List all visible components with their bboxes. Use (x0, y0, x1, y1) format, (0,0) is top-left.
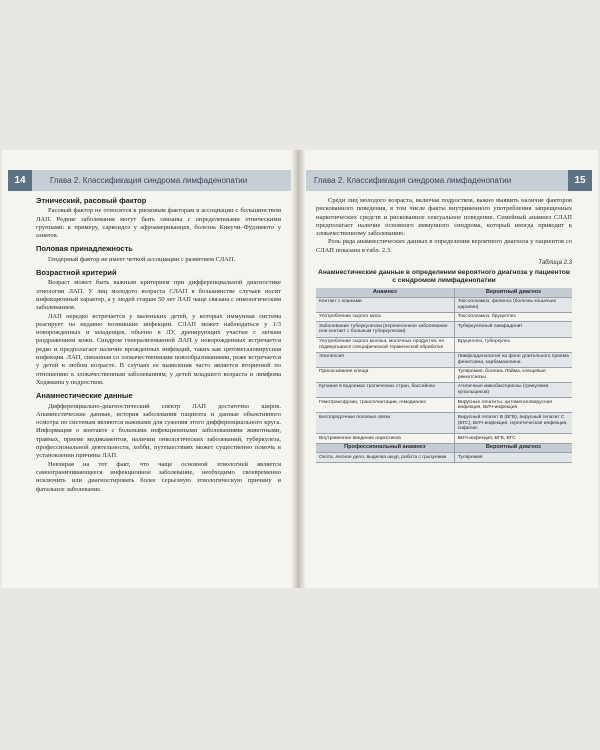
anamnesis-cell: Эпилепсия (316, 352, 454, 367)
table-row (316, 367, 572, 382)
column-header: Вероятный диагноз (454, 443, 572, 452)
column-header: Вероятный диагноз (454, 288, 572, 297)
diagnosis-cell: Токсоплазмоз, бруцеллез (454, 312, 572, 321)
anamnesis-cell: Внутривенное введение наркотиков (316, 434, 454, 443)
table-body (316, 297, 572, 443)
paragraph: Гендерный фактор не имеет четкой ассоциации с развитием СЛАП. (48, 255, 236, 263)
right-page-header (306, 170, 592, 191)
anamnesis-cell: Употребление сырого молока, молочных продуктов, не подвергшихся специфической термической обработке (316, 337, 454, 352)
table-title: Анамнестические данные в определении вероятного диагноза у пациентов с синдромом лимфаденопатии (318, 269, 570, 285)
anamnesis-cell: Гемотрансфузии, трансплантации, гемодиализ (316, 398, 454, 413)
diagnosis-cell: Туляремия (454, 453, 572, 462)
anamnesis-cell: Употребление сырого мяса (316, 312, 454, 321)
section-heading: Анамнестические данные (36, 391, 133, 401)
running-head: Глава 2. Классификация синдрома лимфаденопатии (50, 176, 248, 185)
diagnosis-cell: Лимфоаденопатия на фоне длительного приема фенитоина, карбамазепина (454, 352, 572, 367)
page-number: 15 (568, 170, 592, 191)
table-row (316, 312, 572, 321)
anamnesis-cell: Контакт с кошками (316, 297, 454, 312)
table-row (316, 398, 572, 413)
column-header: Анамнез (316, 288, 454, 297)
diagnosis-cell: Туберкулезный лимфаденит (454, 322, 572, 337)
diagnosis-cell: Атипичные микобактериозы (гранулема купальщиков) (454, 383, 572, 398)
anamnesis-cell: Охота, лесное дело, выделка шкур, работа с грызунами (316, 453, 454, 462)
paragraph: Расовый фактор не относится к рисковым факторам в ассоциации с большинством ЛАП. Редкие заболевания могут быть связаны с определенными этническими группами: к примеру, саркоидоз у афроамериканцев, болезнь Кикучи–Фудзимото у азиатов. (36, 207, 281, 240)
table-row (316, 383, 572, 398)
book-spine (291, 150, 306, 588)
section-heading: Возрастной критерий (36, 268, 117, 278)
paragraph: ЛАП нередко встречается у маленьких детей, у которых иммунная система реагирует на недавно возникшие инфекции. СЛАП может наблюдаться у 1/3 новорожденных и младенцев, обычно в ЛУ, дренирующих участки с легким раздражением кожи. Синдром генерализованной ЛАП у новорожденных встречается редко и предполагает наличие врожденных инфекций, таких как цитомегаловирусная инфекция. ЛАП, связанная со злокачественными новообразованиями, реже встречается у детей в любом возрасте. В случаях ее выявления часто является вторичной по отношению к злокачественным заболеваниям, у детей младшего возраста и лимфома Ходжкина у подростков. (36, 312, 281, 386)
table-body (316, 453, 572, 462)
table-row (316, 413, 572, 434)
table-subheader-row (316, 443, 572, 452)
left-page-header (8, 170, 291, 191)
left-page (2, 150, 291, 588)
right-body (316, 197, 572, 463)
page-number: 14 (8, 170, 32, 191)
running-head: Глава 2. Классификация синдрома лимфаденопатии (314, 176, 512, 185)
paragraph: Роль ряда анамнестических данных в определении вероятного диагноза у пациентов со СЛАП показана в табл. 2.3. (316, 238, 572, 254)
diagnosis-cell: Вирусный гепатит В (ВГВ), вирусный гепатит С (ВГС), ВИЧ-инфекция, герпетическая инфекция, сифилис (454, 413, 572, 434)
table-row (316, 337, 572, 352)
diagnosis-cell: Токсоплазмоз, фелиноз (болезнь кошачьих царапин) (454, 297, 572, 312)
paragraph: Дифференциально-диагностический спектр ЛАП достаточно широк. Анамнестические данные, история заболевания пациента и данные объективного осмотра по системам являются важными для сужения этого дифференциального круга. Информация о контакте с больными инфекционными заболеваниями животными, травмах, приеме медикаментов, наличии онкологических заболеваний, туберкулеза, профессиональной деятельности, хобби, путешествиях может существенно помочь в установлении причины ЛАП. (36, 402, 281, 460)
paragraph: Среди лиц молодого возраста, включая подростков, важно выявить наличие факторов рискованного поведения, в том числе факты внутривенного употребления запрещенных наркотических средств и рискованное сексуальное поведение. Семейный анамнез СЛАП предполагает наличие основного иммунного синдрома, который иногда приводит к злокачественному заболеванию. (316, 197, 572, 238)
anamnesis-table (316, 288, 572, 462)
paragraph: Возраст может быть важным критерием при дифференциальной диагностике этиологии ЛАП. У лиц молодого возраста СЛАП в большинстве случаев носит инфекционный характер, а у людей старше 50 лет ЛАП чаще связана с онкологическим заболеванием. (36, 279, 281, 312)
anamnesis-cell: Купание в водоемах тропических стран, бассейнах (316, 383, 454, 398)
table-row (316, 453, 572, 462)
table-row (316, 297, 572, 312)
table-row (316, 434, 572, 443)
section-heading: Половая принадлежность (36, 244, 133, 254)
paragraph: Невзирая на тот факт, что чаще основной этиологией является самоограничивающееся инфекционное заболевание, необходимо своевременно исключить или диагностировать более серьезную этиологическую причину и фатальное заболевание. (36, 460, 281, 493)
anamnesis-cell: Присасывание клеща (316, 367, 454, 382)
column-header: Профессиональный анамнез (316, 443, 454, 452)
diagnosis-cell: Бруцеллез, туберкулез (454, 337, 572, 352)
diagnosis-cell: ВИЧ-инфекция, ВГВ, ВГС (454, 434, 572, 443)
anamnesis-cell: Беспорядочные половые связи (316, 413, 454, 434)
anamnesis-cell: Заболевание туберкулезом (перенесенное заболевание или контакт с больным туберкулезом) (316, 322, 454, 337)
table-caption: Таблица 2.3 (538, 260, 572, 267)
left-body (36, 197, 281, 494)
diagnosis-cell: Вирусные гепатиты, цитомегаловирусная инфекция, ВИЧ-инфекция (454, 398, 572, 413)
table-row (316, 352, 572, 367)
table-header-row (316, 288, 572, 297)
right-page (306, 150, 598, 588)
diagnosis-cell: Туляремия, болезнь Лайма, клещевые риккетсиозы (454, 367, 572, 382)
table-row (316, 322, 572, 337)
section-heading: Этнический, расовый фактор (36, 196, 147, 205)
